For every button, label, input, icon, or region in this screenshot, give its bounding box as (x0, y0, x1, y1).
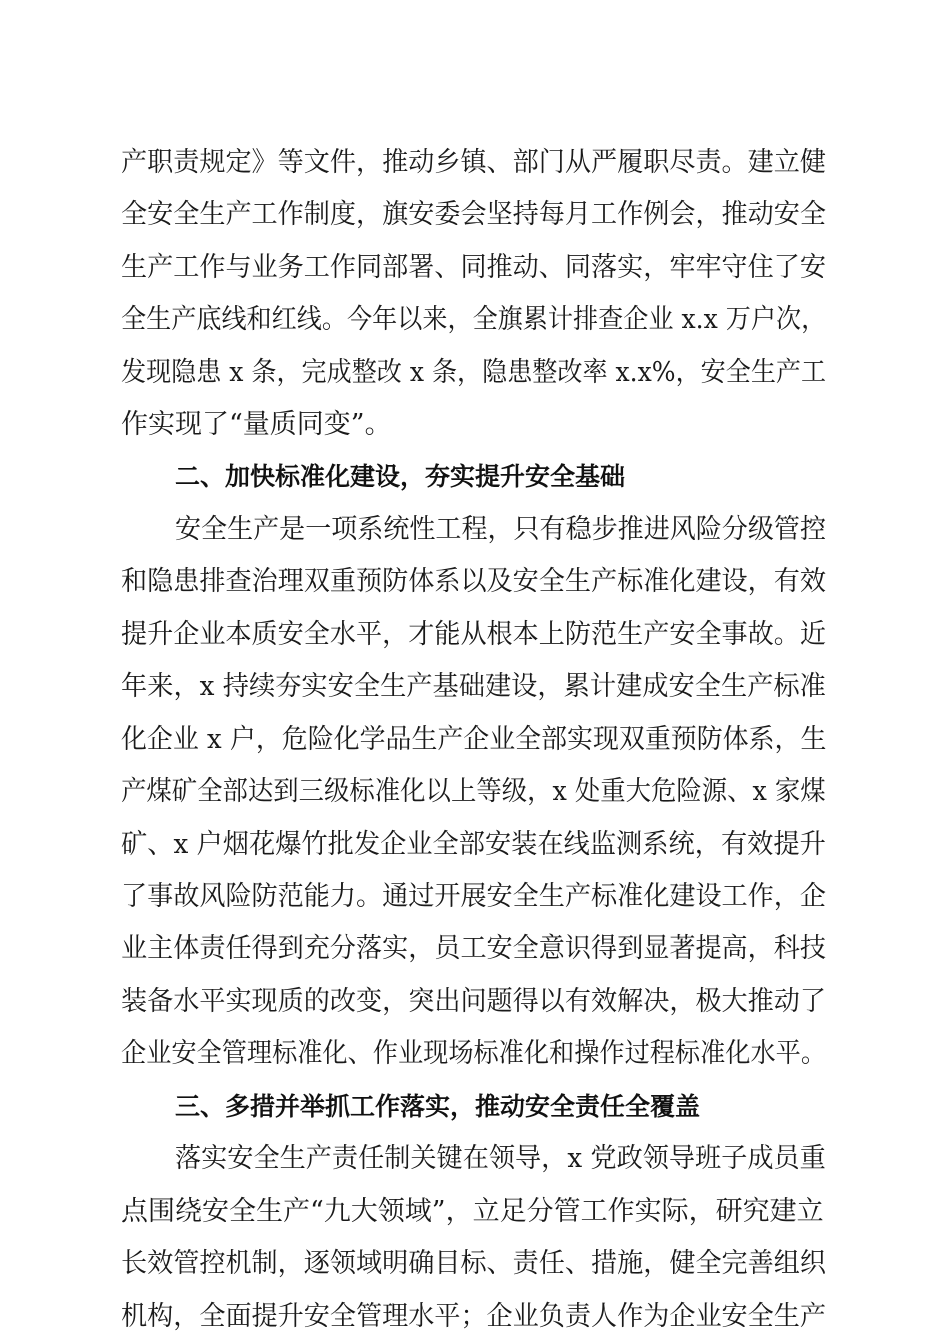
section-heading-3: 三、多措并举抓工作落实，推动安全责任全覆盖 (175, 1092, 701, 1121)
body-line: 年来，x 持续夯实安全生产基础建设，累计建成安全生产标准 (121, 671, 826, 702)
body-line: 生产工作与业务工作同部署、同推动、同落实，牢牢守住了安 (121, 252, 826, 283)
body-line: 提升企业本质安全水平，才能从根本上防范生产安全事故。近 (121, 619, 826, 650)
section-heading-2: 二、加快标准化建设，夯实提升安全基础 (175, 462, 626, 491)
body-line: 落实安全生产责任制关键在领导，x 党政领导班子成员重 (175, 1143, 826, 1174)
body-line: 点围绕安全生产“九大领域”，立足分管工作实际，研究建立 (121, 1196, 824, 1227)
body-line: 企业安全管理标准化、作业现场标准化和操作过程标准化水平。 (121, 1038, 826, 1069)
body-line: 全生产底线和红线。今年以来，全旗累计排查企业 x.x 万户次， (121, 304, 827, 335)
body-line: 长效管控机制，逐领域明确目标、责任、措施，健全完善组织 (121, 1248, 826, 1279)
body-line: 装备水平实现质的改变，突出问题得以有效解决，极大推动了 (121, 986, 826, 1017)
body-line: 和隐患排查治理双重预防体系以及安全生产标准化建设，有效 (121, 566, 826, 597)
body-line: 矿、x 户烟花爆竹批发企业全部安装在线监测系统，有效提升 (121, 829, 826, 860)
body-line: 作实现了“量质同变”。 (121, 409, 392, 440)
body-line: 了事故风险防范能力。通过开展安全生产标准化建设工作，企 (121, 881, 826, 912)
body-line: 机构，全面提升安全管理水平；企业负责人作为企业安全生产 (121, 1301, 826, 1332)
body-line: 全安全生产工作制度，旗安委会坚持每月工作例会，推动安全 (121, 199, 826, 230)
body-line: 安全生产是一项系统性工程，只有稳步推进风险分级管控 (175, 514, 826, 545)
body-line: 产职责规定》等文件，推动乡镇、部门从严履职尽责。建立健 (121, 147, 826, 178)
body-line: 业主体责任得到充分落实，员工安全意识得到显著提高，科技 (121, 933, 826, 964)
body-line: 发现隐患 x 条，完成整改 x 条，隐患整改率 x.x%，安全生产工 (121, 357, 827, 388)
body-line: 化企业 x 户，危险化学品生产企业全部实现双重预防体系，生 (121, 724, 827, 755)
body-line: 产煤矿全部达到三级标准化以上等级，x 处重大危险源、x 家煤 (121, 776, 826, 807)
